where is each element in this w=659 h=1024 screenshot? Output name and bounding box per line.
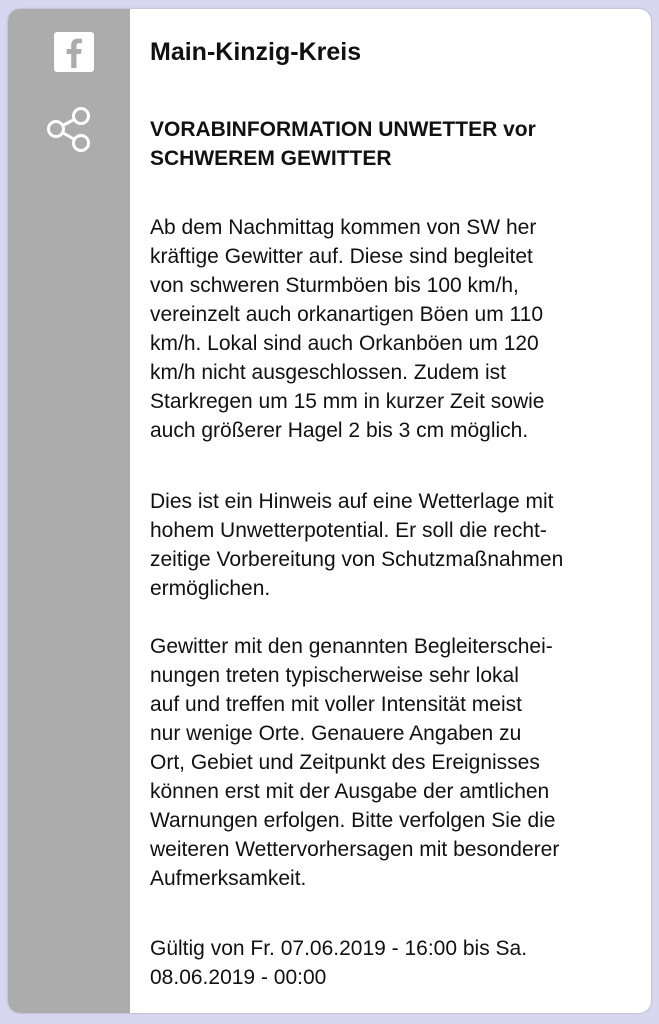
instruction-line: auf und treffen mit voller Intensität meist: [150, 693, 522, 716]
warning-hint: [150, 487, 640, 603]
region-title: Main-Kinzig-Kreis: [150, 38, 362, 66]
instruction-line: Ort, Gebiet und Zeitpunkt des Ereignisses: [150, 751, 540, 774]
instruction-line: nur wenige Orte. Genauere Angaben zu: [150, 722, 522, 745]
description-line: vereinzelt auch orkanartigen Böen um 110: [150, 303, 544, 326]
hint-line: ermöglichen.: [150, 577, 271, 600]
warning-description: [150, 213, 640, 445]
instruction-line: Gewitter mit den genannten Begleiterschei-: [150, 635, 553, 658]
description-line: Ab dem Nachmittag kommen von SW her: [150, 216, 537, 239]
instruction-line: können erst mit der Ausgabe der amtlichen: [150, 780, 550, 803]
headline-line: SCHWEREM GEWITTER: [150, 147, 392, 170]
description-line: kräftige Gewitter auf. Diese sind begleitet: [150, 245, 533, 268]
description-line: von schweren Sturmböen bis 100 km/h,: [150, 274, 519, 297]
description-line: auch größerer Hagel 2 bis 3 cm möglich.: [150, 419, 529, 442]
instruction-line: Warnungen erfolgen. Bitte verfolgen Sie die: [150, 809, 556, 832]
warning-card: [8, 9, 651, 1013]
instruction-line: weiteren Wettervorhersagen mit besonderer: [150, 838, 560, 861]
warning-instruction: [150, 632, 640, 893]
validity-line: 08.06.2019 - 00:00: [150, 966, 327, 989]
hint-line: hohem Unwetterpotential. Er soll die recht-: [150, 519, 547, 542]
sidebar: [8, 9, 130, 1013]
description-line: km/h nicht ausgeschlossen. Zudem ist: [150, 361, 506, 384]
instruction-line: Aufmerksamkeit.: [150, 867, 307, 890]
hint-line: zeitige Vorbereitung von Schutzmaßnahmen: [150, 548, 564, 571]
validity-period: [150, 934, 640, 992]
hint-line: Dies ist ein Hinweis auf eine Wetterlage mit: [150, 490, 554, 513]
share-icon[interactable]: [42, 103, 96, 157]
description-line: km/h. Lokal sind auch Orkanböen um 120: [150, 332, 539, 355]
facebook-icon[interactable]: [54, 32, 94, 72]
validity-line: Gültig von Fr. 07.06.2019 - 16:00 bis Sa.: [150, 937, 528, 960]
instruction-line: nungen treten typischerweise sehr lokal: [150, 664, 519, 687]
headline-line: VORABINFORMATION UNWETTER vor: [150, 118, 536, 141]
description-line: Starkregen um 15 mm in kurzer Zeit sowie: [150, 390, 545, 413]
warning-headline: [150, 115, 620, 173]
